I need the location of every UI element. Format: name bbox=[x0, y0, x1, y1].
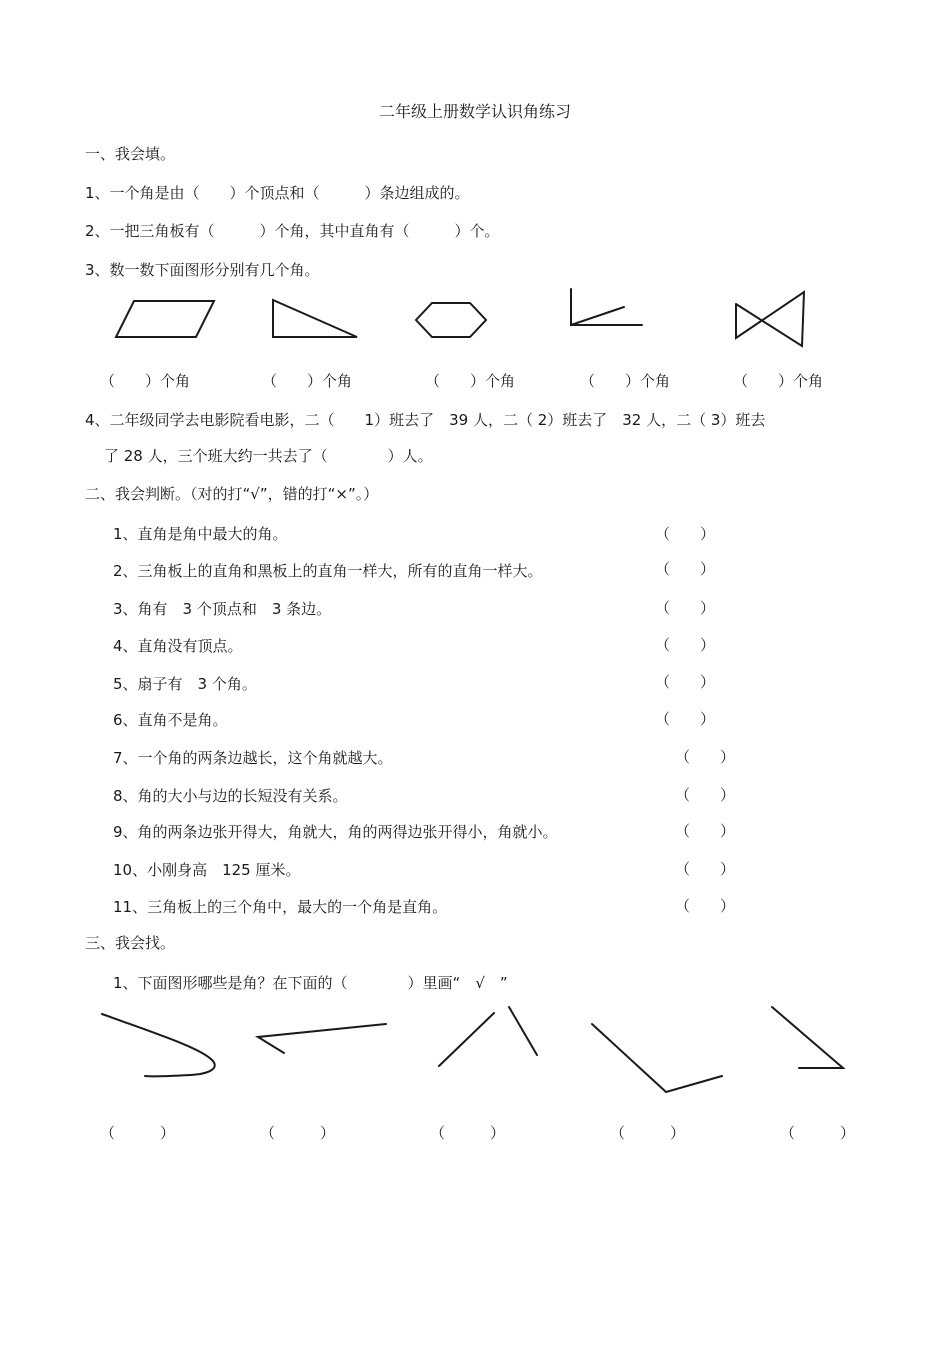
judge-item-10: 10、小刚身高 125 厘米。 bbox=[113, 861, 301, 879]
right-triangle-icon bbox=[271, 298, 359, 340]
judge-answer-8[interactable]: （ ） bbox=[675, 786, 736, 804]
judge-answer-9[interactable]: （ ） bbox=[675, 822, 736, 840]
open-lines-icon bbox=[437, 1005, 541, 1071]
hexagon-icon bbox=[414, 301, 488, 339]
judge-item-8: 8、角的大小与边的长短没有关系。 bbox=[113, 787, 348, 805]
judge-item-6: 6、直角不是角。 bbox=[113, 711, 228, 729]
judge-answer-2[interactable]: （ ） bbox=[655, 560, 716, 578]
judge-answer-11[interactable]: （ ） bbox=[675, 897, 736, 915]
q3-answer-1[interactable]: （ ）个角 bbox=[100, 372, 191, 390]
find-answer-4[interactable]: （ ） bbox=[610, 1124, 686, 1142]
judge-item-11: 11、三角板上的三个角中，最大的一个角是直角。 bbox=[113, 898, 448, 916]
judge-item-2: 2、三角板上的直角和黑板上的直角一样大，所有的直角一样大。 bbox=[113, 562, 543, 580]
question-1-3: 3、数一数下面图形分别有几个角。 bbox=[85, 261, 320, 279]
judge-item-9: 9、角的两条边张开得大，角就大，角的两得边张开得小，角就小。 bbox=[113, 823, 558, 841]
judge-answer-7[interactable]: （ ） bbox=[675, 748, 736, 766]
angle-icon bbox=[569, 287, 645, 329]
find-answer-3[interactable]: （ ） bbox=[430, 1124, 506, 1142]
judge-answer-4[interactable]: （ ） bbox=[655, 636, 716, 654]
find-answer-1[interactable]: （ ） bbox=[100, 1124, 176, 1142]
q3-answer-4[interactable]: （ ）个角 bbox=[580, 372, 671, 390]
question-1-2: 2、一把三角板有（ ）个角，其中直角有（ ）个。 bbox=[85, 222, 500, 240]
bowtie-icon bbox=[734, 290, 808, 348]
judge-answer-10[interactable]: （ ） bbox=[675, 860, 736, 878]
acute-angle-icon bbox=[256, 1022, 390, 1056]
curved-angle-icon bbox=[100, 1010, 220, 1080]
find-answer-5[interactable]: （ ） bbox=[780, 1124, 856, 1142]
section1-heading: 一、我会填。 bbox=[85, 145, 176, 163]
question-3-1: 1、下面图形哪些是角？在下面的（ ）里画“ √ ” bbox=[113, 974, 508, 992]
q3-answer-5[interactable]: （ ）个角 bbox=[733, 372, 824, 390]
q3-answer-2[interactable]: （ ）个角 bbox=[262, 372, 353, 390]
question-1-4-line1: 4、二年级同学去电影院看电影，二（ 1）班去了 39 人，二（ 2）班去了 32 人，二（ 3）班去 bbox=[85, 411, 766, 429]
judge-item-5: 5、扇子有 3 个角。 bbox=[113, 675, 257, 693]
judge-answer-3[interactable]: （ ） bbox=[655, 599, 716, 617]
acute-angle-right-icon bbox=[769, 1004, 847, 1072]
judge-answer-6[interactable]: （ ） bbox=[655, 710, 716, 728]
judge-item-4: 4、直角没有顶点。 bbox=[113, 637, 243, 655]
question-1-1: 1、一个角是由（ ）个顶点和（ ）条边组成的。 bbox=[85, 184, 470, 202]
judge-answer-5[interactable]: （ ） bbox=[655, 673, 716, 691]
q3-answer-3[interactable]: （ ）个角 bbox=[425, 372, 516, 390]
parallelogram-icon bbox=[114, 299, 216, 339]
obtuse-angle-icon bbox=[590, 1022, 726, 1098]
judge-item-3: 3、角有 3 个顶点和 3 条边。 bbox=[113, 600, 332, 618]
question-1-4-line2: 了 28 人，三个班大约一共去了（ ）人。 bbox=[104, 447, 433, 465]
section3-heading: 三、我会找。 bbox=[85, 934, 176, 952]
judge-item-1: 1、直角是角中最大的角。 bbox=[113, 525, 288, 543]
judge-item-7: 7、一个角的两条边越长，这个角就越大。 bbox=[113, 749, 393, 767]
find-answer-2[interactable]: （ ） bbox=[260, 1124, 336, 1142]
section2-heading: 二、我会判断。（对的打“√”，错的打“×”。） bbox=[85, 485, 379, 503]
judge-answer-1[interactable]: （ ） bbox=[655, 525, 716, 543]
page-title: 二年级上册数学认识角练习 bbox=[378, 102, 571, 121]
